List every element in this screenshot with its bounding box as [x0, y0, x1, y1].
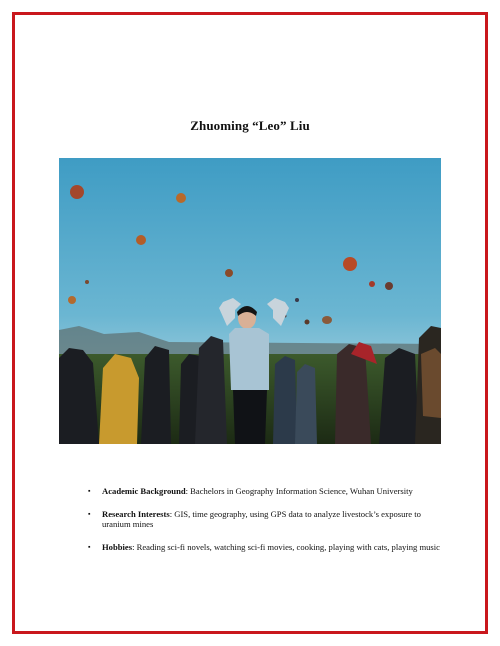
bullet-research-interests — [88, 509, 448, 530]
bio-bullet-list — [88, 486, 448, 564]
bullet-text: : Bachelors in Geography Information Science, Wuhan University — [185, 486, 413, 496]
profile-photo — [59, 158, 441, 444]
bullet-text: : GIS, time geography, using GPS data to analyze livestock’s exposure to uranium mines — [102, 508, 421, 529]
bullet-hobbies — [88, 542, 448, 553]
bullet-marker-icon: ▪ — [88, 509, 91, 518]
bullet-marker-icon: ▪ — [88, 487, 91, 495]
bullet-label: Academic Background — [102, 486, 186, 496]
bullet-label: Research Interests — [102, 508, 170, 519]
bullet-text: : Reading sci-fi novels, watching sci-fi movies, cooking, playing with cats, playing music — [132, 541, 440, 552]
bullet-label: Hobbies — [102, 541, 133, 552]
bullet-marker-icon: ▪ — [88, 542, 91, 551]
page-title: Zhuoming “Leo” Liu — [190, 118, 310, 133]
bullet-academic-background — [88, 486, 448, 497]
